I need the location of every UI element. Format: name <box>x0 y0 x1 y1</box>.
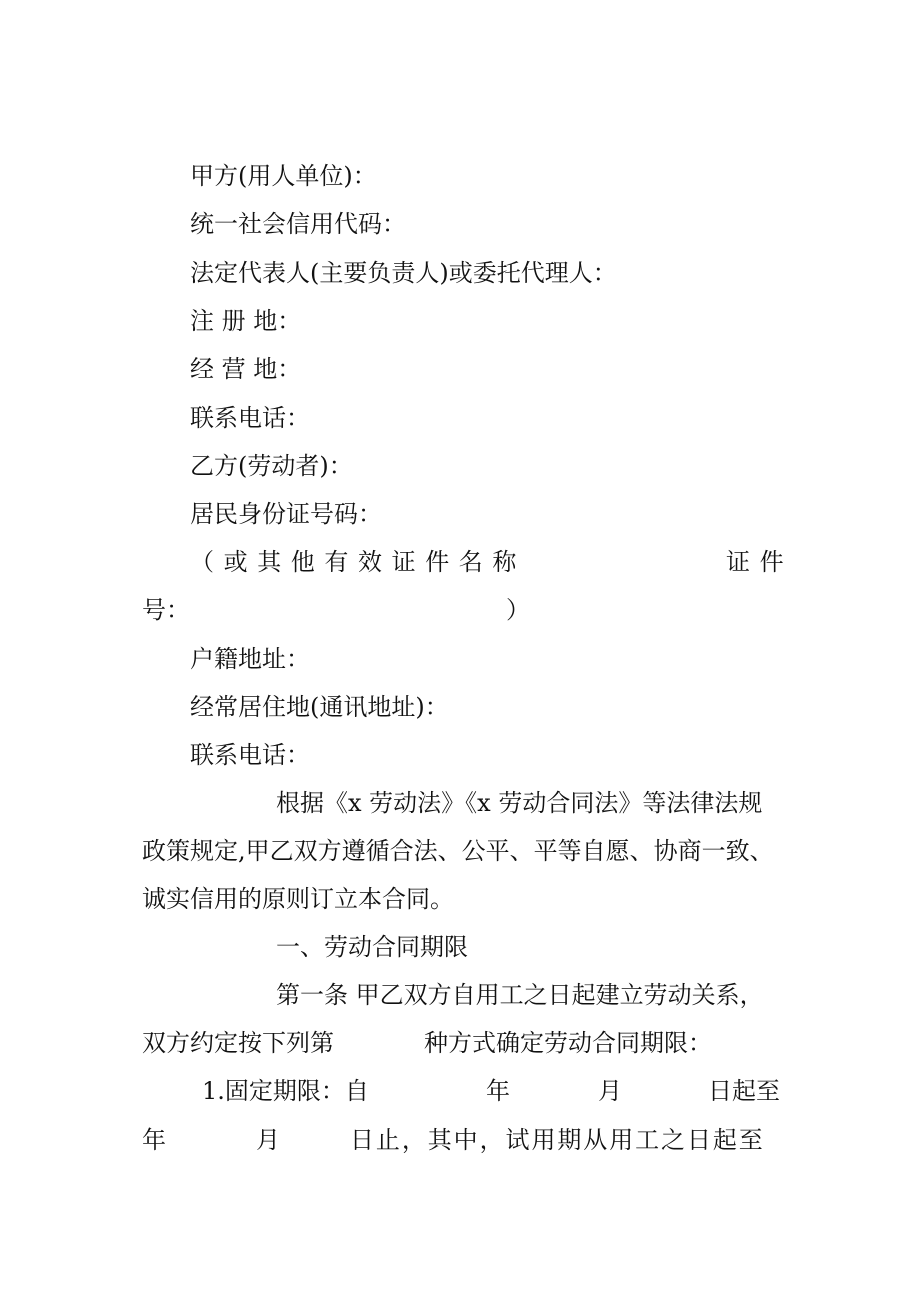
party-b-id-number: 居民身份证号码： <box>190 500 382 528</box>
article-1-line-2a: 双方约定按下列第 <box>142 1029 334 1057</box>
party-b-other-id-close: ） <box>506 596 530 624</box>
fixed-term-day-1: 日起至 <box>708 1077 780 1105</box>
article-1-line-2b: 种方式确定劳动合同期限： <box>424 1029 712 1057</box>
fixed-term-year-1: 年 <box>486 1077 510 1105</box>
party-b-other-id-name: （或其他有效证件名称 <box>190 548 526 576</box>
preamble-line-2: 政策规定,甲乙双方遵循合法、公平、平等自愿、协商一致、 <box>142 837 774 865</box>
party-a-phone: 联系电话： <box>190 404 310 432</box>
section-1-heading: 一、劳动合同期限 <box>276 933 468 961</box>
party-b-residence: 经常居住地(通讯地址)： <box>190 693 449 721</box>
party-a-business-address: 经 营 地： <box>190 355 302 383</box>
fixed-term-month-1: 月 <box>598 1077 622 1105</box>
party-a-registered-address: 注 册 地： <box>190 307 302 335</box>
fixed-term-label: 1.固定期限：自 <box>202 1077 369 1105</box>
party-a-title: 甲方(用人单位)： <box>190 162 377 190</box>
fixed-term-end: 日止，其中，试用期从用工之日起至 <box>350 1126 765 1154</box>
fixed-term-month-2: 月 <box>256 1126 280 1154</box>
party-b-phone: 联系电话： <box>190 741 310 769</box>
preamble-line-1: 根据《x 劳动法》《x 劳动合同法》等法律法规 <box>276 789 763 817</box>
party-a-legal-rep: 法定代表人(主要负责人)或委托代理人： <box>190 259 617 287</box>
party-b-other-id-label: 证件 <box>726 548 794 576</box>
preamble-line-3: 诚实信用的原则订立本合同。 <box>142 885 454 913</box>
party-a-credit-code: 统一社会信用代码： <box>190 210 406 238</box>
party-b-household-address: 户籍地址： <box>190 645 310 673</box>
article-1-line-1: 第一条 甲乙双方自用工之日起建立劳动关系， <box>276 981 764 1009</box>
party-b-other-id-number: 号： <box>142 596 190 624</box>
party-b-title: 乙方(劳动者)： <box>190 452 353 480</box>
fixed-term-year-2: 年 <box>142 1126 166 1154</box>
